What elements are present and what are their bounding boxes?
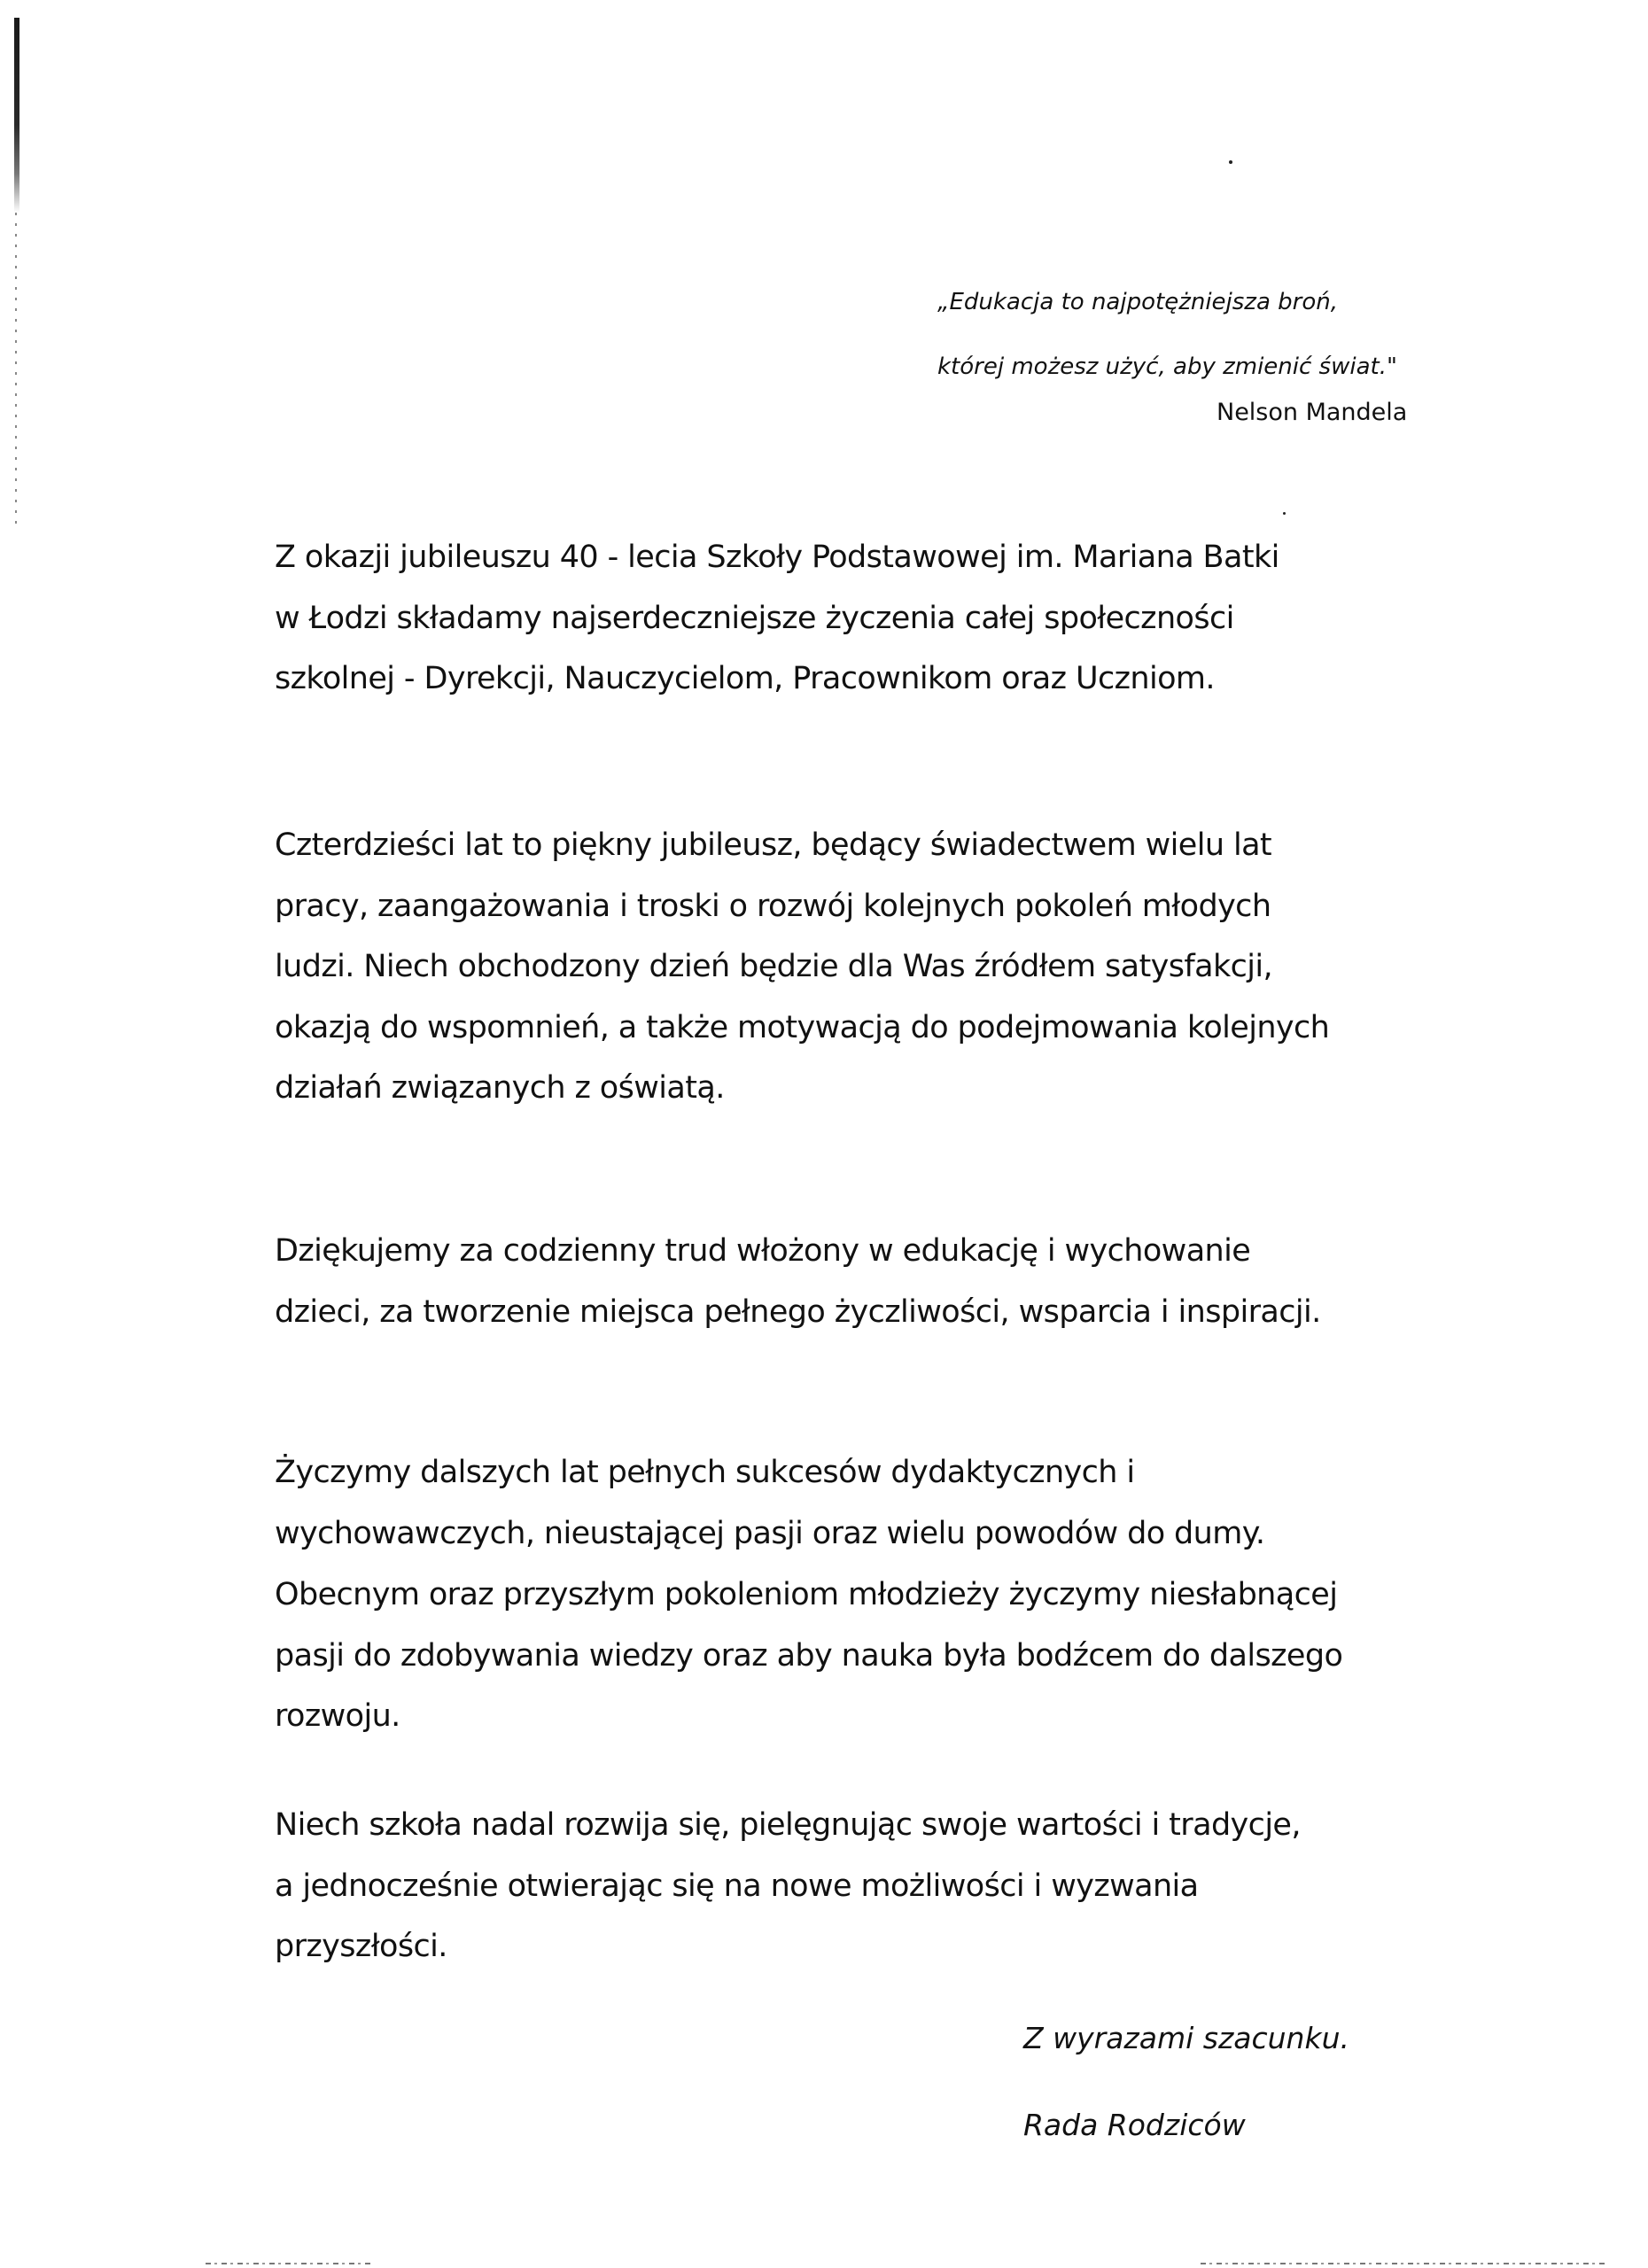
closing-salutation: Z wyrazami szacunku.	[1023, 2021, 1349, 2055]
paragraph-greeting	[275, 527, 1515, 710]
epigraph-quote	[937, 270, 1397, 400]
paragraph-line: pracy, zaangażowania i troski o rozwój kolejnych pokoleń młodych	[275, 888, 1271, 924]
paragraph-line: Życzymy dalszych lat pełnych sukcesów dydaktycznych i	[275, 1455, 1135, 1490]
paragraph-line: dzieci, za tworzenie miejsca pełnego życzliwości, wsparcia i inspiracji.	[275, 1293, 1321, 1330]
scan-edge-artifact-tail	[15, 213, 17, 532]
paragraph-line: przyszłości.	[275, 1929, 447, 1964]
paragraph-line: wychowawczych, nieustającej pasji oraz wielu powodów do dumy.	[275, 1515, 1265, 1551]
paragraph-line: Dziękujemy za codzienny trud włożony w edukację i wychowanie	[275, 1233, 1251, 1269]
scan-bottom-artifact	[206, 2263, 374, 2264]
paragraph-line: Z okazji jubileuszu 40 - lecia Szkoły Podstawowej im. Mariana Batki	[275, 540, 1279, 575]
paragraph-line: Niech szkoła nadal rozwija się, pielęgnując swoje wartości i tradycje,	[275, 1807, 1301, 1843]
scan-edge-artifact	[14, 18, 19, 213]
quote-author: Nelson Mandela	[1217, 399, 1408, 426]
scan-speck	[1229, 160, 1232, 164]
paragraph-line: a jednocześnie otwierając się na nowe możliwości i wyzwania	[275, 1868, 1199, 1904]
paragraph-line: rozwoju.	[275, 1698, 400, 1734]
quote-line: której możesz użyć, aby zmienić świat."	[937, 353, 1397, 380]
paragraph-future	[275, 1795, 1515, 1977]
paragraph-wishes	[275, 1442, 1515, 1564]
paragraph-line: szkolnej - Dyrekcji, Nauczycielom, Pracownikom oraz Uczniom.	[275, 661, 1215, 696]
signature: Rada Rodziców	[1023, 2108, 1246, 2142]
paragraph-youth	[275, 1565, 1515, 1747]
paragraph-line: Obecnym oraz przyszłym pokoleniom młodzieży życzymy niesłabnącej	[275, 1577, 1338, 1612]
paragraph-thanks	[275, 1221, 1515, 1342]
paragraph-line: ludzi. Niech obchodzony dzień będzie dla Was źródłem satysfakcji,	[275, 949, 1273, 984]
paragraph-line: okazją do wspomnień, a także motywacją do podejmowania kolejnych	[275, 1009, 1330, 1045]
scan-speck	[1283, 512, 1286, 515]
closing-block	[1023, 1995, 1349, 2169]
paragraph-line: w Łodzi składamy najserdeczniejsze życzenia całej społeczności	[275, 600, 1234, 636]
quote-line: „Edukacja to najpotężniejsza broń,	[937, 289, 1338, 315]
paragraph-line: Czterdzieści lat to piękny jubileusz, będący świadectwem wielu lat	[275, 827, 1272, 863]
paragraph-anniversary	[275, 815, 1515, 1119]
paragraph-line: pasji do zdobywania wiedzy oraz aby nauka była bodźcem do dalszego	[275, 1637, 1343, 1674]
paragraph-line: działań związanych z oświatą.	[275, 1070, 725, 1106]
scan-bottom-artifact	[1201, 2263, 1608, 2264]
